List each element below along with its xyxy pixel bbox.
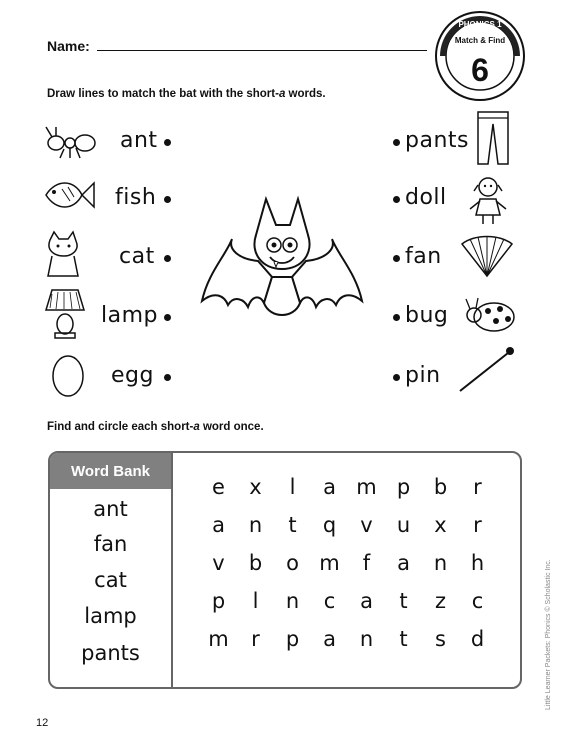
grid-letter[interactable]: c: [323, 589, 336, 613]
left-dot-cat[interactable]: [164, 255, 171, 262]
grid-letter[interactable]: r: [473, 475, 482, 499]
grid-letter[interactable]: p: [285, 627, 300, 651]
word-bank-title: Word Bank: [50, 453, 171, 489]
word-bank-divider: [171, 451, 173, 689]
grid-letter[interactable]: t: [399, 627, 408, 651]
grid-letter[interactable]: m: [356, 475, 377, 499]
right-dot-bug[interactable]: [393, 314, 400, 321]
grid-letter[interactable]: x: [249, 475, 262, 499]
grid-letter[interactable]: a: [323, 475, 336, 499]
bank-word-pants: pants: [81, 641, 140, 665]
grid-letter[interactable]: p: [396, 475, 411, 499]
ant-icon: [44, 125, 96, 164]
grid-letter[interactable]: b: [248, 551, 263, 575]
grid-letter[interactable]: o: [286, 551, 299, 575]
fish-icon: [40, 175, 96, 220]
grid-letter[interactable]: a: [212, 513, 225, 537]
phonics-badge: [434, 10, 526, 102]
grid-letter[interactable]: h: [470, 551, 485, 575]
doll-icon: [466, 175, 510, 230]
grid-letter[interactable]: n: [433, 551, 448, 575]
copyright-credit: Little Learner Packets: Phonics © Scholastic Inc.: [545, 559, 552, 710]
right-word-pin: pin: [405, 363, 441, 388]
grid-letter[interactable]: a: [360, 589, 373, 613]
fan-icon: [460, 234, 514, 285]
grid-letter[interactable]: e: [212, 475, 225, 499]
find-instruction: Find and circle each short-a word once.: [47, 421, 264, 433]
ladybug-bug-icon: [462, 295, 518, 340]
left-dot-fish[interactable]: [164, 196, 171, 203]
grid-letter[interactable]: r: [251, 627, 260, 651]
grid-letter[interactable]: t: [288, 513, 297, 537]
name-label: Name:: [47, 38, 90, 54]
badge-subtitle: Match & Find: [454, 36, 506, 45]
grid-letter[interactable]: n: [285, 589, 300, 613]
grid-letter[interactable]: v: [212, 551, 225, 575]
right-dot-fan[interactable]: [393, 255, 400, 262]
grid-letter[interactable]: f: [362, 551, 371, 575]
grid-letter[interactable]: t: [399, 589, 408, 613]
grid-letter[interactable]: u: [396, 513, 411, 537]
badge-title: PHONICS 1: [458, 20, 502, 29]
name-line[interactable]: [97, 50, 427, 51]
right-word-bug: bug: [405, 303, 449, 328]
right-word-doll: doll: [405, 185, 447, 210]
left-dot-egg[interactable]: [164, 374, 171, 381]
grid-letter[interactable]: s: [435, 627, 446, 651]
left-word-lamp: lamp: [101, 303, 158, 328]
right-dot-pin[interactable]: [393, 374, 400, 381]
grid-letter[interactable]: b: [433, 475, 448, 499]
bank-word-lamp: lamp: [84, 604, 137, 628]
grid-letter[interactable]: a: [323, 627, 336, 651]
match-instruction: Draw lines to match the bat with the short-a words.: [47, 88, 326, 100]
bank-word-cat: cat: [94, 568, 127, 592]
right-dot-doll[interactable]: [393, 196, 400, 203]
grid-letter[interactable]: m: [208, 627, 229, 651]
egg-icon: [50, 352, 86, 403]
grid-letter[interactable]: l: [289, 475, 296, 499]
grid-letter[interactable]: c: [471, 589, 484, 613]
right-word-fan: fan: [405, 244, 442, 269]
left-word-ant: ant: [120, 128, 158, 153]
right-dot-pants[interactable]: [393, 139, 400, 146]
letter-grid: [200, 475, 496, 665]
grid-letter[interactable]: l: [252, 589, 259, 613]
cat-icon: [42, 230, 86, 283]
grid-letter[interactable]: q: [322, 513, 337, 537]
grid-letter[interactable]: m: [319, 551, 340, 575]
left-dot-ant[interactable]: [164, 139, 171, 146]
grid-letter[interactable]: z: [434, 589, 447, 613]
grid-letter[interactable]: n: [359, 627, 374, 651]
grid-letter[interactable]: p: [211, 589, 226, 613]
left-dot-lamp[interactable]: [164, 314, 171, 321]
left-word-fish: fish: [115, 185, 157, 210]
grid-letter[interactable]: d: [470, 627, 485, 651]
grid-letter[interactable]: a: [397, 551, 410, 575]
bank-word-ant: ant: [93, 497, 128, 521]
page-number: 12: [36, 717, 49, 729]
bat-illustration: [198, 195, 368, 340]
lamp-icon: [44, 288, 86, 345]
grid-letter[interactable]: n: [248, 513, 263, 537]
pin-icon: [456, 345, 516, 400]
grid-letter[interactable]: v: [360, 513, 373, 537]
left-word-cat: cat: [119, 244, 155, 269]
pants-icon: [476, 110, 510, 171]
badge-number: 6: [471, 52, 489, 88]
right-word-pants: pants: [405, 128, 469, 153]
bank-word-fan: fan: [93, 532, 128, 556]
grid-letter[interactable]: r: [473, 513, 482, 537]
left-word-egg: egg: [111, 363, 154, 388]
grid-letter[interactable]: x: [434, 513, 447, 537]
